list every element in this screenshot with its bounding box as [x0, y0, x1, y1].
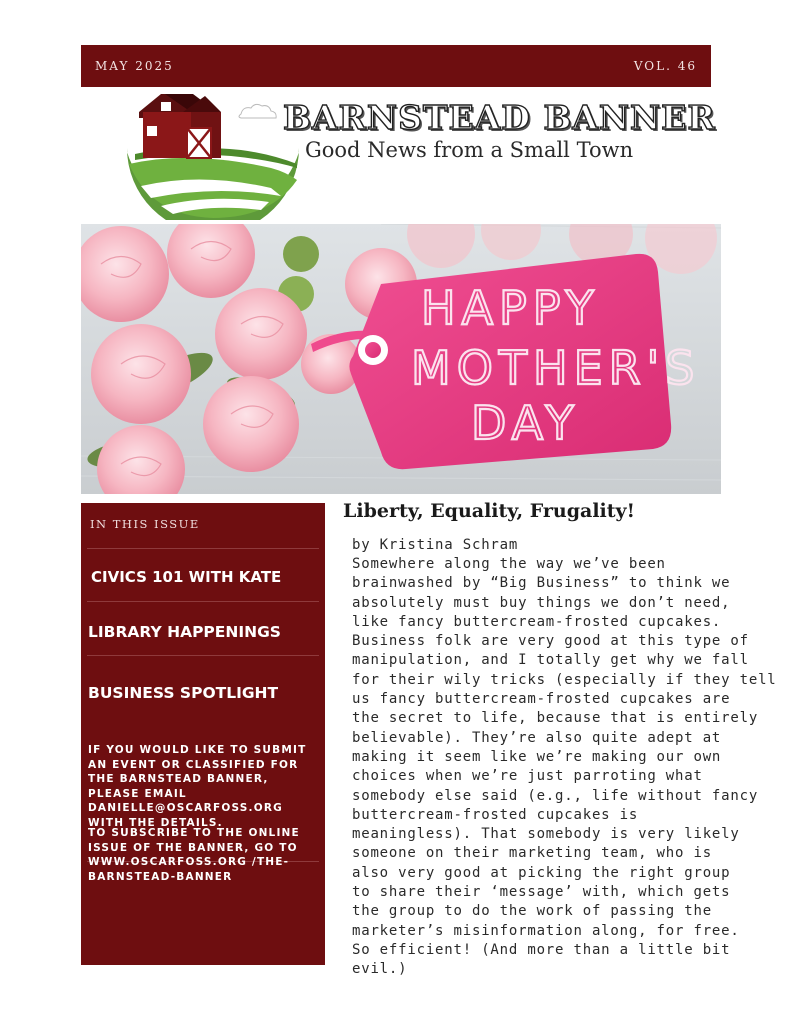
- article-line: buttercream-frosted cupcakes is: [352, 806, 639, 823]
- sidebar-item-business[interactable]: BUSINESS SPOTLIGHT: [88, 684, 279, 702]
- article-title: Liberty, Equality, Frugality!: [343, 500, 635, 522]
- tag-line-3: DAY: [471, 396, 580, 450]
- sidebar-divider: [87, 655, 319, 656]
- newsletter-title: BARNSTEAD BANNER: [283, 98, 716, 137]
- issue-volume: VOL. 46: [633, 59, 697, 73]
- article-line: manipulation, and I totally get why we fall: [352, 652, 749, 669]
- article-line: So efficient! (And more than a little bit: [352, 941, 731, 958]
- header-bar: [81, 45, 711, 87]
- sidebar-divider: [87, 548, 319, 549]
- article-line: believable). They’re also quite adept at: [352, 729, 722, 746]
- sidebar-item-library[interactable]: LIBRARY HAPPENINGS: [88, 623, 281, 641]
- article-line: evil.): [352, 961, 408, 978]
- article-line: the secret to life, because that is entirely: [352, 710, 759, 727]
- article-line: brainwashed by “Big Business” to think we: [352, 575, 731, 592]
- sidebar-divider: [87, 601, 319, 602]
- article-line: like fancy buttercream-frosted cupcakes.: [352, 613, 722, 630]
- article-body: [352, 555, 777, 980]
- article-line: making it seem like we’re making our own: [352, 748, 722, 765]
- article-line: for their wily tricks (especially if they tell: [352, 671, 777, 688]
- article-byline: by Kristina Schram: [352, 537, 519, 553]
- submit-event-note: IF YOU WOULD LIKE TO SUBMIT AN EVENT OR CLASSIFIED FOR THE BARNSTEAD BANNER, PLEASE EMAIL DANIELLE@OSCARFOSS.ORG WITH THE DETAILS.: [88, 744, 307, 829]
- article-line: to share their ‘message’ with, which gets: [352, 884, 731, 901]
- article-line: Somewhere along the way we’ve been: [352, 556, 666, 572]
- tag-line-2: MOTHER'S: [411, 341, 701, 395]
- article-line: also very good at picking the right group: [352, 864, 731, 881]
- sidebar-heading: IN THIS ISSUE: [90, 517, 200, 531]
- newsletter-subtitle: Good News from a Small Town: [305, 138, 634, 162]
- mothers-day-photo: [81, 224, 721, 494]
- tag-line-1: HAPPY: [421, 281, 600, 335]
- article-line: the group to do the work of passing the: [352, 903, 712, 920]
- article-line: someone on their marketing team, who is: [352, 845, 712, 862]
- article-line: marketer’s misinformation along, for free.: [352, 922, 740, 939]
- in-this-issue-sidebar: [81, 503, 325, 965]
- article-line: absolutely must buy things we don’t need,: [352, 594, 731, 611]
- article-line: meaningless). That somebody is very likely: [352, 826, 740, 843]
- article-line: choices when we’re just parroting what: [352, 768, 703, 785]
- barn-logo-icon: [121, 90, 306, 220]
- issue-date: MAY 2025: [95, 59, 174, 73]
- article-line: somebody else said (e.g., life without fancy: [352, 787, 759, 804]
- article-line: Business folk are very good at this type of: [352, 633, 749, 650]
- article-line: us fancy buttercream-frosted cupcakes are: [352, 691, 731, 708]
- sidebar-item-civics[interactable]: CIVICS 101 WITH KATE: [91, 568, 282, 586]
- subscribe-note: TO SUBSCRIBE TO THE ONLINE ISSUE OF THE BANNER, GO TO WWW.OSCARFOSS.ORG /THE-BARNSTEAD-BANNER: [88, 827, 300, 883]
